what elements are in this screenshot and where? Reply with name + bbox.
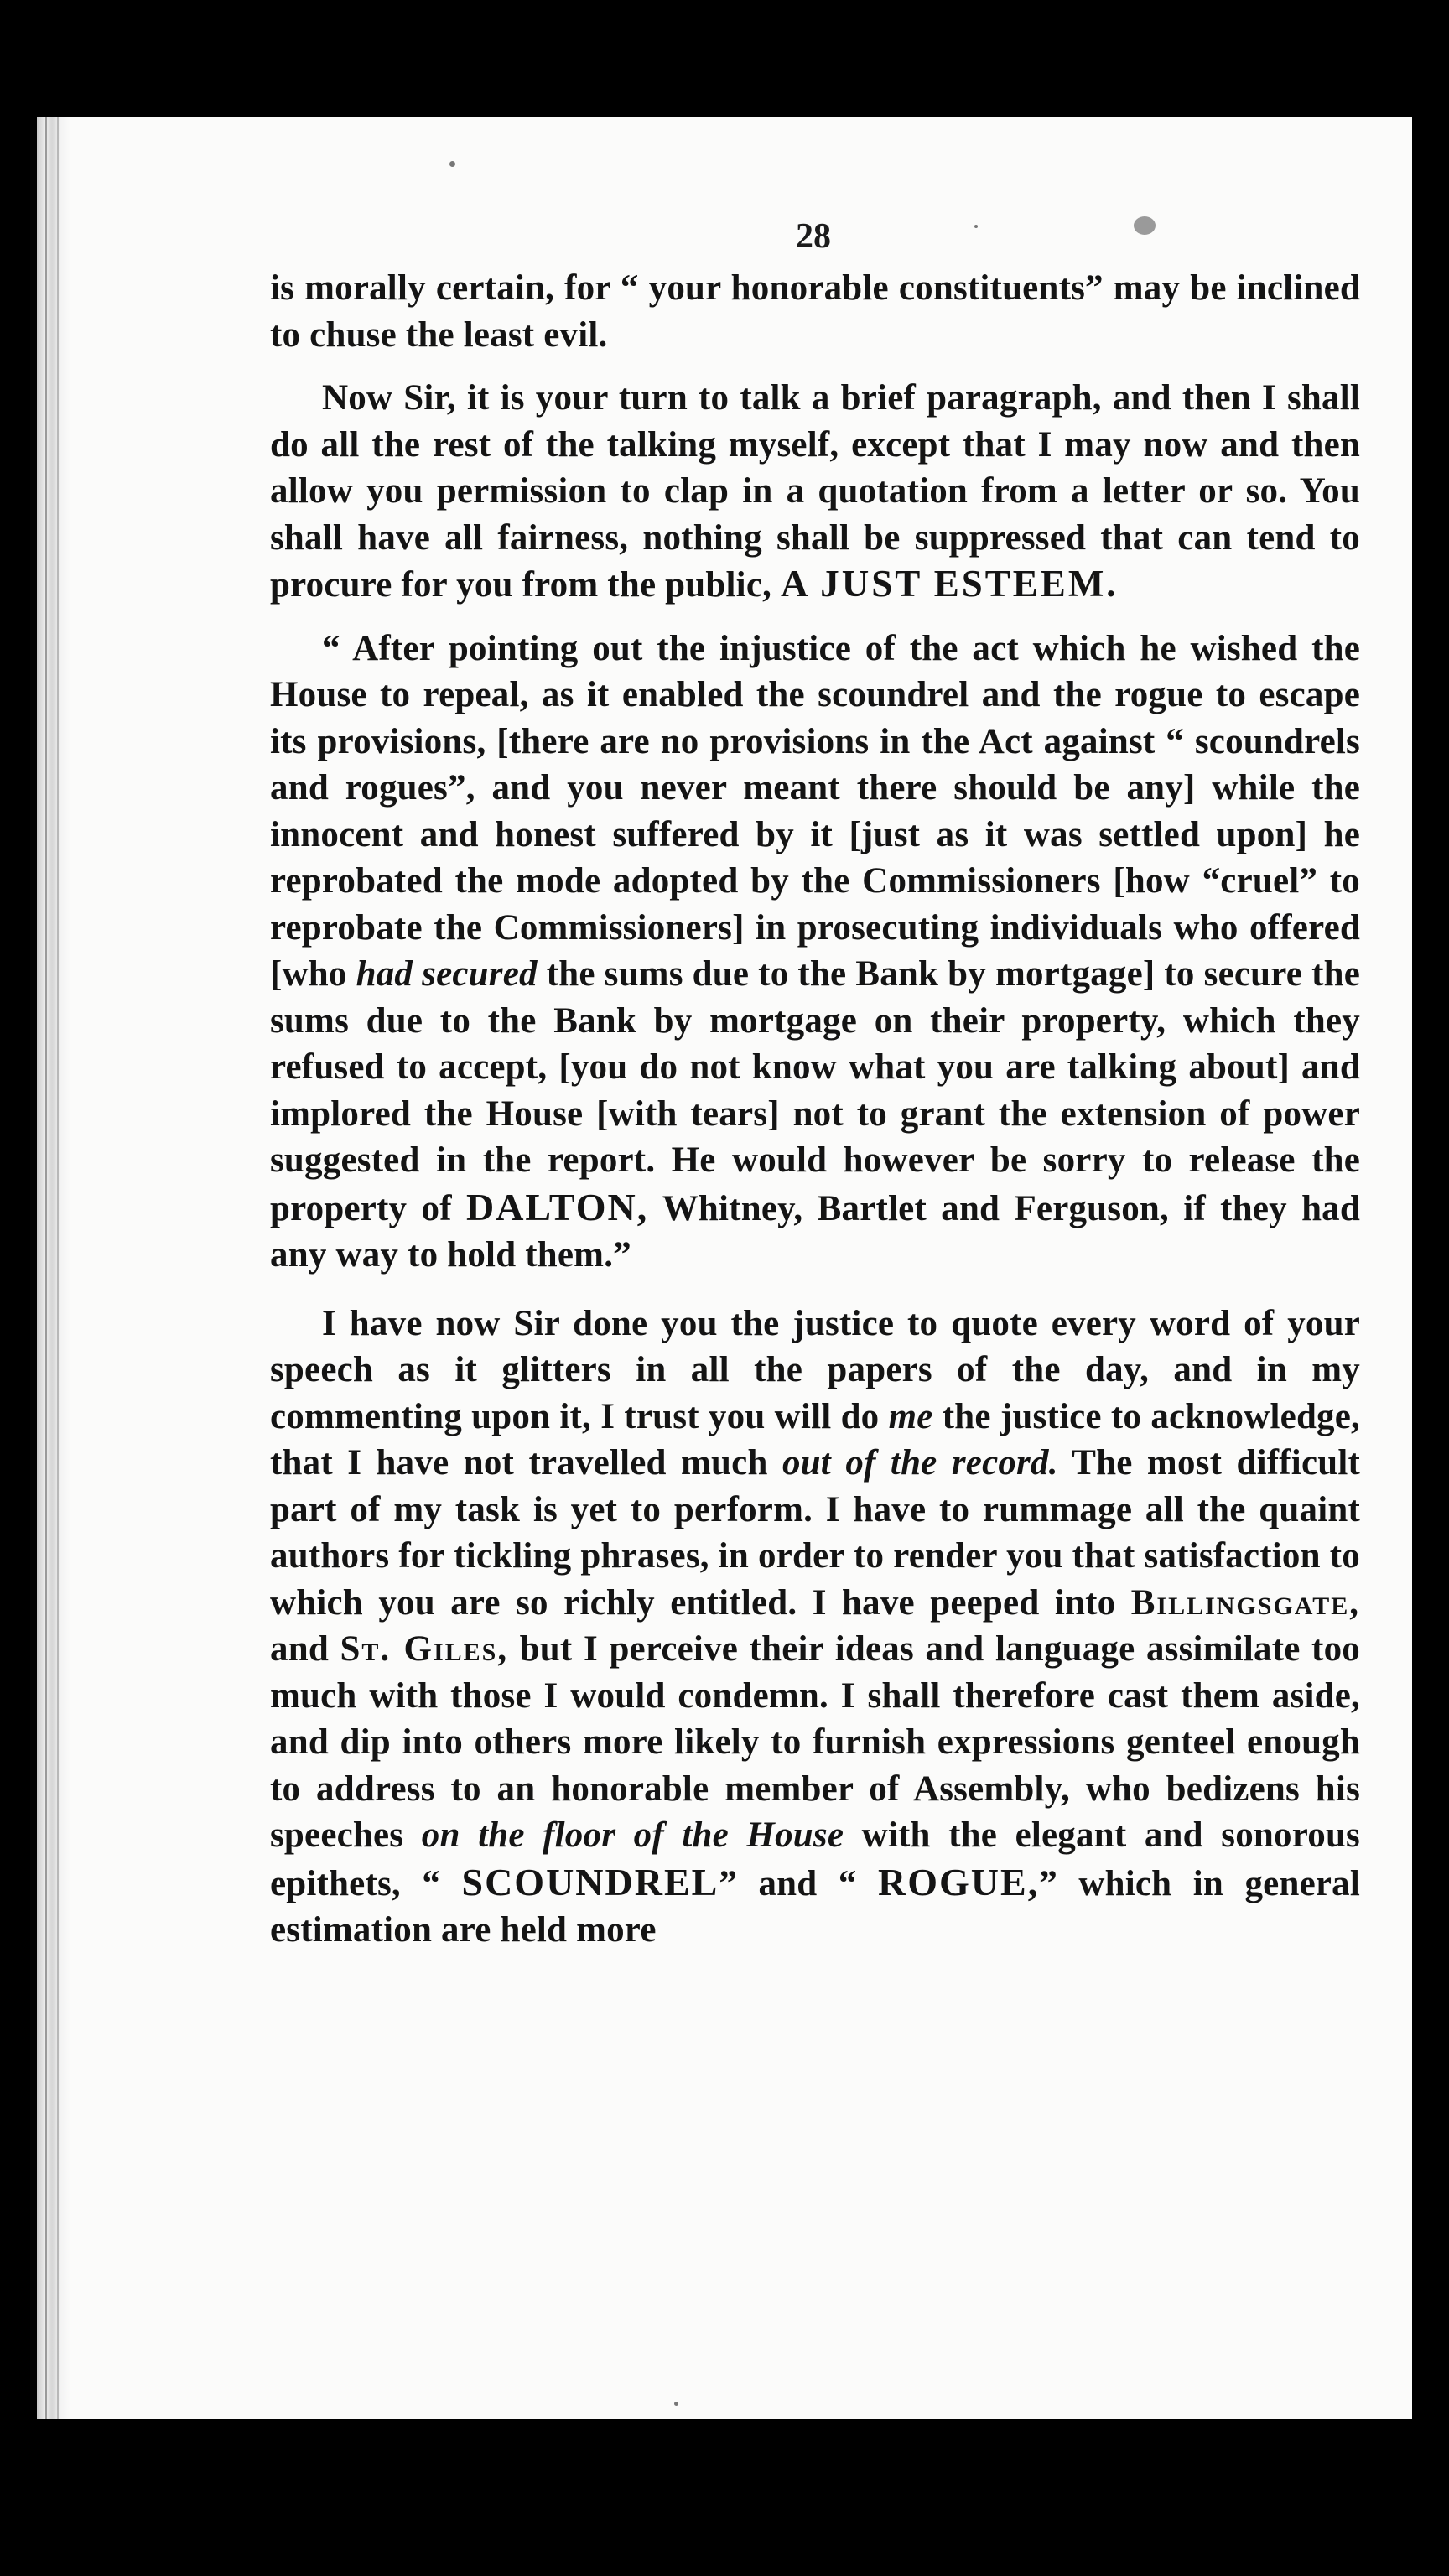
italic-me: me	[888, 1396, 933, 1436]
paragraph-4-text-2: the justice to acknowledge, that I have not travelled much	[270, 1396, 1360, 1483]
paper-speck	[674, 2402, 678, 2406]
italic-floor-of-house: on the floor of the House	[421, 1815, 844, 1855]
paragraph-1	[270, 265, 1360, 358]
paper-speck	[449, 161, 455, 167]
dalton-name: DALTON,	[465, 1185, 649, 1228]
just-esteem-emphasis: A JUST ESTEEM.	[781, 563, 1119, 605]
quotation-text-2: the sums due to the Bank by mortgage] to secure the sums due to the Bank by mortgage on their property, which they refused to accept, [you do not know what you are talking about] and implored the House [with tears] not to grant the extension of power suggested in the report. He would however be sorry to release the property of	[270, 954, 1360, 1228]
paragraph-4-text-4: and	[270, 1629, 340, 1669]
scoundrel-word: SCOUNDREL	[461, 1860, 719, 1903]
paragraph-4-text-8: ” which in general estimation are held more	[270, 1863, 1360, 1950]
paragraph-4-text-1: I have now Sir done you the justice to quote every word of your speech as it glitters in all the papers of the day, and in my commenting upon it, I trust you will do	[270, 1303, 1360, 1436]
paragraph-3-quotation	[270, 626, 1360, 1279]
italic-out-of-record: out of the record.	[782, 1443, 1058, 1483]
paragraph-1-text: is morally certain, for “ your honorable constituents” may be inclined to chuse the least evil.	[270, 268, 1360, 355]
paper-speck	[1134, 216, 1156, 235]
paper-speck	[974, 225, 978, 228]
quotation-text-1: “ After pointing out the injustice of the act which he wished the House to repeal, as it enabled the scoundrel and the rogue to escape its provisions, [there are no provisions in the Act against “ scoundrels and rogues”, and you never meant there should be any] while the innocent and honest suffered by it [just as it was settled upon] he reprobated the mode adopted by the Commissioners [how “cruel” to reprobate the Commissioners] in prosecuting individuals who offered [who	[270, 628, 1360, 994]
paragraph-4-text-5: but I perceive their ideas and language assimilate too much with those I would condemn. I shall therefore cast them aside, and dip into others more likely to furnish expressions genteel enough to address to an honorable member of Assembly, who bedizens his speeches	[270, 1629, 1360, 1855]
paragraph-2	[270, 375, 1360, 609]
st-giles-name: St. Giles,	[340, 1629, 509, 1669]
rogue-word: ROGUE,	[878, 1860, 1040, 1903]
page-body	[270, 265, 1360, 1954]
paragraph-4-text-3: The most difficult part of my task is yet to perform. I have to rummage all the quaint authors for tickling phrases, in order to render you that satisfaction to which you are so richly entitled. I have peeped into	[270, 1443, 1361, 1623]
quotation-italic: had secured	[356, 954, 538, 994]
quotation-text-3: Whitney, Bartlet and Ferguson, if they had any way to hold them.”	[270, 1188, 1360, 1275]
paragraph-4-text-6: with the elegant and sonorous epithets, “	[270, 1815, 1360, 1903]
paragraph-2-text: Now Sir, it is your turn to talk a brief paragraph, and then I shall do all the rest of the talking myself, except that I may now and then allow you permission to clap in a quotation from a letter or so. You shall have all fairness, nothing shall be suppressed that can tend to procure for you from the public,	[270, 378, 1360, 605]
billingsgate-name: Billingsgate,	[1130, 1582, 1360, 1623]
page-number: 28	[796, 217, 831, 256]
paragraph-4	[270, 1301, 1360, 1954]
page-binding-edge	[37, 117, 70, 2419]
paragraph-4-text-7: ” and “	[719, 1863, 879, 1903]
